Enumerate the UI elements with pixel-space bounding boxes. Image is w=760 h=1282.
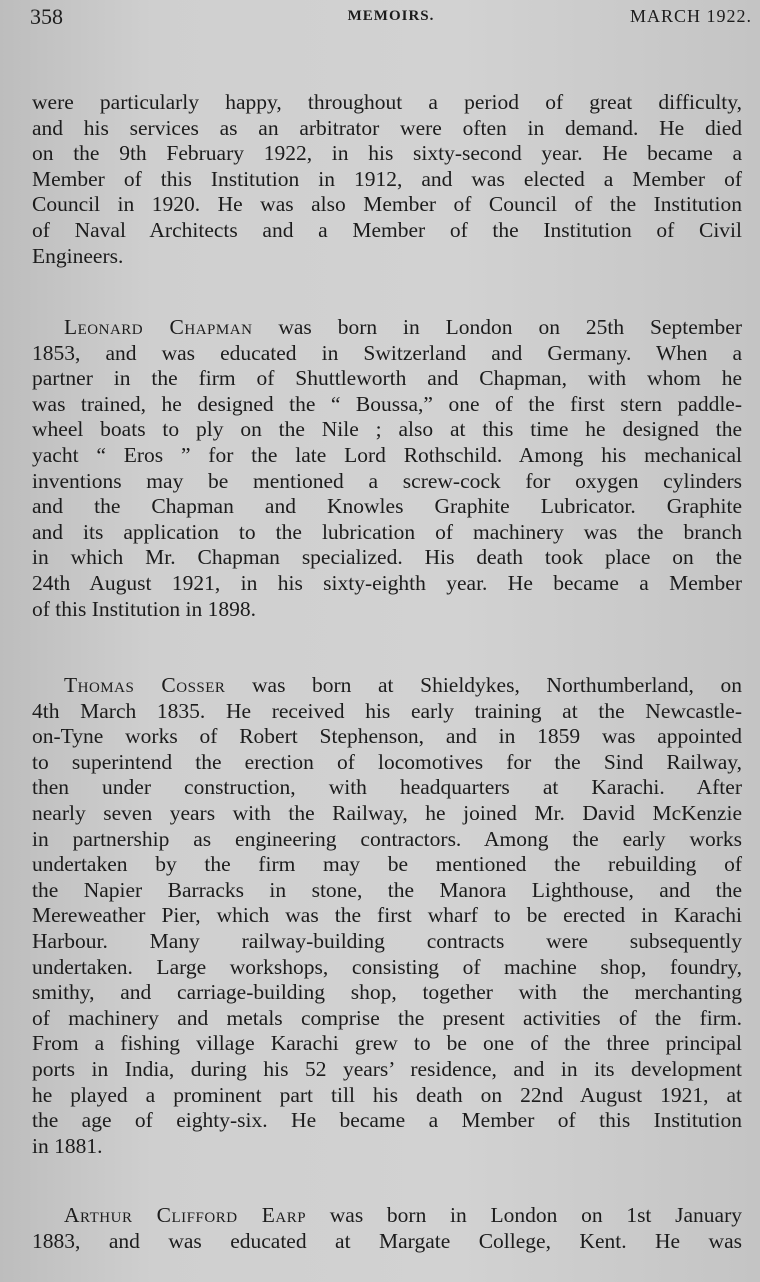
memoir-name: Arthur Clifford Earp: [64, 1203, 307, 1227]
text-line: [32, 545, 742, 571]
line-text: were particularly happy, throughout a period of great difficulty,: [32, 90, 742, 114]
line-text: of this Institution in 1898.: [32, 596, 256, 621]
line-text: undertaken by the firm may be mentioned the rebuilding of: [32, 852, 742, 877]
text-line: [32, 417, 742, 443]
text-line: [32, 878, 742, 904]
text-line: [32, 520, 742, 546]
memoir-paragraph: [32, 673, 742, 1159]
line-text: 4th March 1835. He received his early training at the Newcastle-: [32, 698, 742, 723]
line-text: undertaken. Large workshops, consisting of machine shop, foundry,: [32, 954, 742, 979]
text-line: [32, 903, 742, 929]
text-line: [32, 366, 742, 392]
text-line: [32, 116, 742, 142]
line-text: then under construction, with headquarters at Karachi. After: [32, 775, 742, 800]
line-text: in which Mr. Chapman specialized. His death took place on the: [32, 545, 742, 570]
text-line: [32, 673, 742, 699]
line-text: the Napier Barracks in stone, the Manora Lighthouse, and the: [32, 877, 742, 902]
line-text: 1883, and was educated at Margate College, Kent. He was: [32, 1228, 742, 1253]
line-text: the age of eighty-six. He became a Member of this Institution: [32, 1108, 742, 1133]
text-line: [32, 469, 742, 495]
line-text: he played a prominent part till his death on 22nd August 1921, at: [32, 1082, 742, 1107]
line-text: wheel boats to ply on the Nile ; also at this time he designed the: [32, 417, 742, 442]
text-line: [32, 699, 742, 725]
text-line: [32, 597, 742, 623]
text-line: [32, 827, 742, 853]
line-text: partner in the firm of Shuttleworth and Chapman, with whom he: [32, 366, 742, 391]
text-line: [32, 443, 742, 469]
line-text: of Naval Architects and a Member of the Institution of Civil: [32, 217, 742, 242]
line-text: From a fishing village Karachi grew to be one of the three principal: [32, 1031, 742, 1056]
text-line: [32, 244, 742, 270]
line-text: to superintend the erection of locomotives for the Sind Railway,: [32, 749, 742, 774]
text-line: [32, 218, 742, 244]
memoir-paragraph: [32, 315, 742, 622]
text-line: [32, 1108, 742, 1134]
text-line: [32, 571, 742, 597]
text-line: [32, 341, 742, 367]
page-number: 358: [30, 4, 63, 29]
line-text: Member of this Institution in 1912, and was elected a Member of: [32, 166, 742, 191]
issue-date: MARCH 1922.: [629, 6, 752, 26]
text-line: [32, 141, 742, 167]
running-title: MEMOIRS.: [347, 8, 435, 24]
text-line: [32, 801, 742, 827]
line-text: on the 9th February 1922, in his sixty-second year. He became a: [32, 141, 742, 166]
line-text: Harbour. Many railway-building contracts were subsequently: [32, 928, 742, 953]
line-text: Council in 1920. He was also Member of Council of the Institution: [32, 192, 742, 217]
text-line: [32, 1057, 742, 1083]
text-line: [32, 1083, 742, 1109]
text-line: [32, 90, 742, 116]
text-line: [32, 980, 742, 1006]
line-text: was born in London on 1st January: [306, 1203, 742, 1227]
page-header: [30, 4, 752, 32]
line-text: in partnership as engineering contractors. Among the early works: [32, 826, 742, 851]
line-text: was trained, he designed the “ Boussa,” one of the first stern paddle-: [32, 391, 742, 416]
text-line: [32, 315, 742, 341]
text-line: [32, 955, 742, 981]
line-text: was born at Shieldykes, Northumberland, on: [225, 673, 742, 697]
memoir-name: Thomas Cosser: [64, 673, 226, 697]
text-line: [32, 929, 742, 955]
text-line: [32, 167, 742, 193]
text-line: [32, 1229, 742, 1255]
text-line: [32, 1134, 742, 1160]
text-line: [32, 494, 742, 520]
line-text: and the Chapman and Knowles Graphite Lubricator. Graphite: [32, 494, 742, 519]
line-text: inventions may be mentioned a screw-cock for oxygen cylinders: [32, 468, 742, 493]
line-text: Engineers.: [32, 243, 124, 268]
line-text: 24th August 1921, in his sixty-eighth year. He became a Member: [32, 570, 742, 595]
line-text: on-Tyne works of Robert Stephenson, and in 1859 was appointed: [32, 724, 742, 749]
text-line: [32, 724, 742, 750]
memoir-paragraph: [32, 1203, 742, 1254]
text-line: [32, 392, 742, 418]
line-text: was born in London on 25th September: [252, 315, 742, 339]
line-text: and its application to the lubrication of machinery was the branch: [32, 519, 742, 544]
text-line: [32, 1006, 742, 1032]
memoir-name: Leonard Chapman: [64, 315, 253, 339]
line-text: nearly seven years with the Railway, he joined Mr. David McKenzie: [32, 800, 742, 825]
line-text: 1853, and was educated in Switzerland and Germany. When a: [32, 340, 742, 365]
text-line: [32, 750, 742, 776]
text-line: [32, 1203, 742, 1229]
memoir-paragraph: [32, 90, 742, 269]
line-text: in 1881.: [32, 1133, 103, 1158]
text-line: [32, 192, 742, 218]
line-text: of machinery and metals comprise the present activities of the firm.: [32, 1005, 742, 1030]
text-line: [32, 852, 742, 878]
text-line: [32, 775, 742, 801]
text-line: [32, 1031, 742, 1057]
line-text: and his services as an arbitrator were often in demand. He died: [32, 115, 742, 140]
line-text: smithy, and carriage-building shop, together with the merchanting: [32, 980, 742, 1005]
line-text: ports in India, during his 52 years’ residence, and in its development: [32, 1056, 742, 1081]
line-text: yacht “ Eros ” for the late Lord Rothschild. Among his mechanical: [32, 442, 742, 467]
line-text: Mereweather Pier, which was the first wharf to be erected in Karachi: [32, 903, 742, 928]
